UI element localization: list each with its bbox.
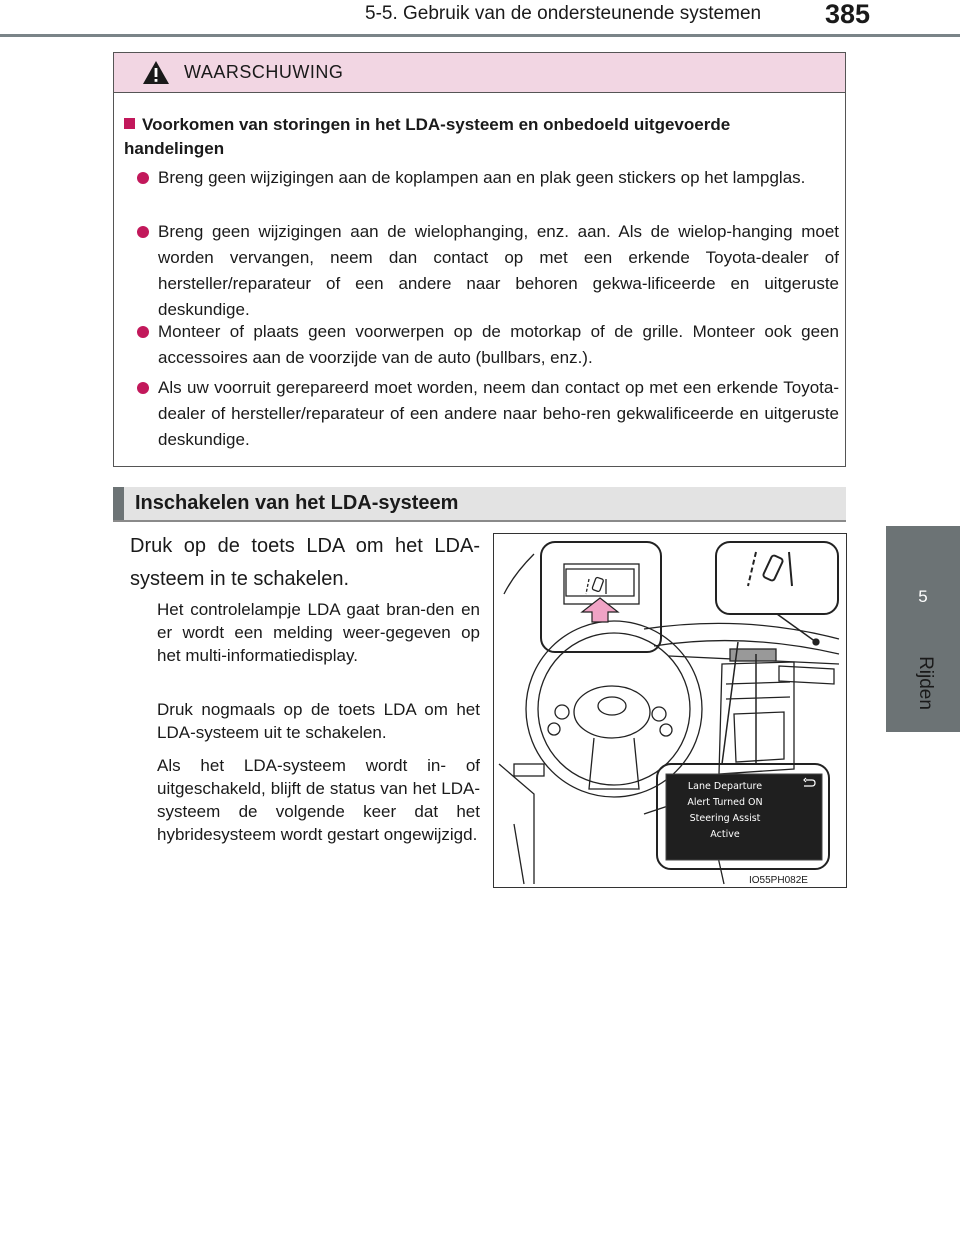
body-paragraph: Het controlelampje LDA gaat bran-den en er wordt een melding weer-gegeven op het multi-informatiedisplay. (157, 600, 480, 665)
body-paragraph: Als het LDA-systeem wordt in- of uitgeschakeld, blijft de status van het LDA-systeem de volgende keer dat het hybridesysteem wordt gestart ongewijzigd. (157, 756, 480, 844)
chapter-number: 5 (918, 587, 928, 606)
warning-header (114, 53, 845, 93)
warning-bullet: Breng geen wijzigingen aan de wielophanging, enz. aan. Als de wielop-hanging moet worden vervangen, neem dan contact op met een erkende Toyota-dealer of hersteller/reparateur of een andere naar behoren gekwa-lificeerde en uitgeruste deskundige. (137, 219, 839, 323)
warning-box (113, 52, 846, 467)
square-bullet-icon (124, 118, 135, 129)
body-paragraph: Druk nogmaals op de toets LDA om het LDA-systeem uit te schakelen. (157, 700, 480, 742)
warning-bullet: Monteer of plaats geen voorwerpen op de motorkap of de grille. Monteer ook geen accessoires aan de voorzijde van de auto (bullbars, enz.). (137, 319, 839, 371)
section-title: Inschakelen van het LDA-systeem (135, 492, 459, 514)
bullet-dot-icon (137, 172, 149, 184)
warning-bullet: Breng geen wijzigingen aan de koplampen aan en plak geen stickers op het lampglas. (137, 165, 839, 191)
bullet-dot-icon (137, 226, 149, 238)
dashboard-illustration (493, 533, 847, 888)
bullet-dot-icon (137, 326, 149, 338)
warning-subheading: Voorkomen van storingen in het LDA-systeem en onbedoeld uitgevoerde handelingen (124, 115, 731, 158)
header-rule (0, 34, 960, 37)
section-heading (113, 487, 846, 522)
lead-instruction: Druk op de toets LDA om het LDA-systeem in te schakelen. (130, 535, 480, 590)
section-heading-bar (113, 487, 124, 520)
warning-bullet: Als uw voorruit gerepareerd moet worden, neem dan contact op met een erkende Toyota-dealer of hersteller/reparateur of een andere naar beho-ren gekwalificeerde en uitgeruste deskundige. (137, 375, 839, 453)
bullet-dot-icon (137, 382, 149, 394)
figure-code: IO55PH082E (749, 875, 808, 886)
warning-triangle-icon (142, 60, 170, 85)
display-message: Lane Departure Alert Turned ON Steering Assist Active (687, 781, 763, 840)
warning-title: WAARSCHUWING (184, 62, 344, 82)
chapter-label: Rijden (915, 656, 936, 710)
header-section-title: 5-5. Gebruik van de ondersteunende systemen (365, 3, 762, 24)
page-number: 385 (825, 0, 871, 29)
